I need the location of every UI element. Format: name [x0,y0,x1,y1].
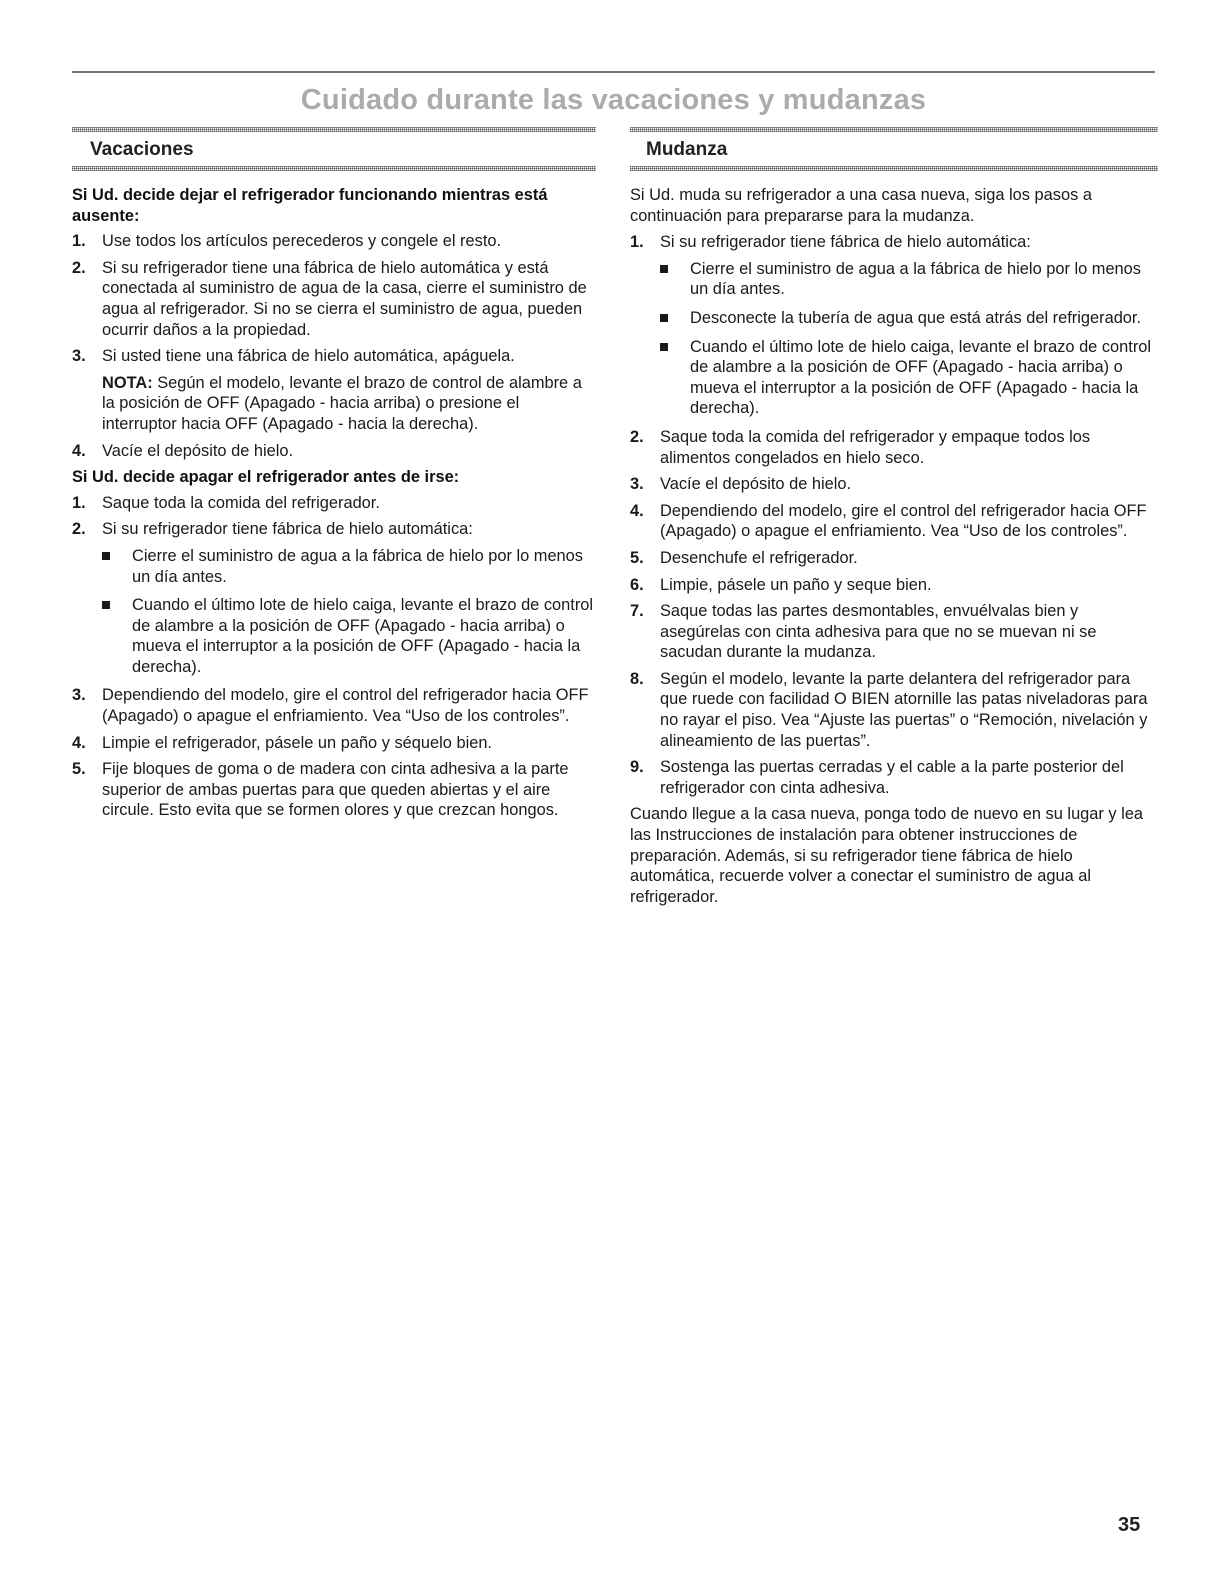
step-text: Use todos los artículos perecederos y congele el resto. [102,232,502,251]
page-number: 35 [1118,1514,1141,1536]
step-text: Si su refrigerador tiene fábrica de hielo automática: [102,520,473,539]
vacaciones-content [72,185,596,821]
step-text: Limpie, pásele un paño y seque bien. [660,575,932,594]
step-number: 3. [72,686,86,705]
bullet-text: Cuando el último lote de hielo caiga, levante el brazo de control de alambre a la posición de OFF (Apagado - hacia arriba) o mueva el interruptor a la posición de OFF (Apagado - hacia la derecha). [690,337,1152,418]
step-number: 2. [72,258,86,277]
bullet-item [102,595,596,677]
vacaciones-heading: Vacaciones [90,139,194,160]
step-text: Dependiendo del modelo, gire el control del refrigerador hacia OFF (Apagado) o apague el enfriamiento. Vea “Uso de los controles”. [102,686,589,726]
step-text: Fije bloques de goma o de madera con cinta adhesiva a la parte superior de ambas puertas para que queden abiertas y el aire circule. Esto evita que se formen olores y que crezcan hongos. [102,760,569,820]
step-number: 8. [630,669,644,688]
step-number: 4. [72,733,86,752]
list-item [72,346,596,434]
step-text: Limpie el refrigerador, pásele un paño y séquelo bien. [102,733,492,752]
step-number: 1. [630,233,644,252]
bullet-text: Cuando el último lote de hielo caiga, levante el brazo de control de alambre a la posición de OFF (Apagado - hacia arriba) o mueva el interruptor a la posición de OFF (Apagado - hacia la derecha). [132,596,594,676]
step-number: 4. [72,441,86,460]
vacaciones-list-off [72,493,596,821]
list-item [72,733,596,754]
step-number: 1. [72,232,86,251]
vacaciones-subhead-off: Si Ud. decide apagar el refrigerador antes de irse: [72,468,460,487]
list-item [630,474,1158,495]
mudanza-heading: Mudanza [646,139,728,160]
list-item [630,501,1158,542]
step-number: 4. [630,501,644,520]
step-number: 5. [630,548,644,567]
step-number: 9. [630,758,644,777]
list-item [630,548,1158,569]
mudanza-intro: Si Ud. muda su refrigerador a una casa nueva, siga los pasos a continuación para prepararse para la mudanza. [630,186,1092,225]
note [102,373,596,435]
mudanza-content [630,185,1158,907]
list-item [630,757,1158,798]
step-text: Si su refrigerador tiene fábrica de hielo automática: [660,233,1031,252]
list-item [630,427,1158,468]
list-item [72,231,596,252]
top-rule [72,71,1155,73]
note-label: NOTA: [102,373,153,392]
note-text: Según el modelo, levante el brazo de control de alambre a la posición de OFF (Apagado - hacia arriba) o presione el interruptor hacia OFF (Apagado - hacia la derecha). [102,373,582,433]
step-number: 2. [72,520,86,539]
step-text: Si su refrigerador tiene una fábrica de hielo automática y está conectada al suministro de agua de la casa, cierre el suministro de agua al refrigerador. Si no se cierra el suministro de agua, pueden ocurrir daños a la propiedad. [102,258,587,339]
bullet-list [102,546,596,678]
list-item [630,575,1158,596]
list-item [72,519,596,677]
step-text: Saque toda la comida del refrigerador y empaque todos los alimentos congelados en hielo seco. [660,427,1091,467]
step-text: Sostenga las puertas cerradas y el cable a la parte posterior del refrigerador con cinta adhesiva. [660,758,1124,797]
list-item [630,601,1158,663]
square-bullet-icon [660,343,668,351]
section-divider [72,166,596,171]
square-bullet-icon [102,601,110,609]
step-number: 7. [630,602,644,621]
vacaciones-subhead-running: Si Ud. decide dejar el refrigerador funcionando mientras está ausente: [72,186,548,225]
step-text: Desenchufe el refrigerador. [660,548,858,567]
mudanza-list [630,232,1158,798]
section-divider [630,166,1158,171]
bullet-text: Desconecte la tubería de agua que está atrás del refrigerador. [690,308,1142,327]
page-title: Cuidado durante las vacaciones y mudanzas [300,84,927,116]
step-text: Saque toda la comida del refrigerador. [102,493,380,512]
list-item [72,258,596,340]
vacaciones-list-running [72,231,596,461]
mudanza-section [630,127,1158,913]
bullet-item [660,259,1158,300]
list-item [72,441,596,462]
list-item [630,232,1158,419]
step-number: 1. [72,493,86,512]
bullet-item [660,337,1158,419]
square-bullet-icon [660,265,668,273]
list-item [630,669,1158,751]
step-text: Dependiendo del modelo, gire el control del refrigerador hacia OFF (Apagado) o apague el enfriamiento. Vea “Uso de los controles”. [660,501,1147,541]
bullet-text: Cierre el suministro de agua a la fábrica de hielo por lo menos un día antes. [690,259,1141,299]
bullet-text: Cierre el suministro de agua a la fábrica de hielo por lo menos un día antes. [132,546,583,586]
step-number: 2. [630,427,644,446]
step-text: Vacíe el depósito de hielo. [660,475,852,494]
bullet-item [102,546,596,587]
step-text: Si usted tiene una fábrica de hielo automática, apáguela. [102,347,515,366]
step-number: 3. [630,475,644,494]
vacaciones-section [72,127,596,827]
step-text: Saque todas las partes desmontables, envuélvalas bien y asegúrelas con cinta adhesiva para que no se muevan ni se sacudan durante la mudanza. [660,602,1097,662]
bullet-item [660,308,1158,329]
step-text: Según el modelo, levante la parte delantera del refrigerador para que ruede con facilidad O BIEN atornille las patas niveladoras para no rayar el piso. Vea “Ajuste las puertas” o “Remoción, nivelación y alineamiento de las puertas”. [660,669,1148,750]
bullet-list [660,259,1158,419]
section-divider [72,127,596,132]
square-bullet-icon [102,552,110,560]
step-number: 3. [72,347,86,366]
mudanza-closing: Cuando llegue a la casa nueva, ponga todo de nuevo en su lugar y lea las Instrucciones de instalación para obtener instrucciones de preparación. Además, si su refrigerador tiene fábrica de hielo automática, recuerde volver a conectar el suministro de agua al refrigerador. [630,805,1144,906]
list-item [72,493,596,514]
section-divider [630,127,1158,132]
list-item [72,759,596,821]
square-bullet-icon [660,314,668,322]
list-item [72,685,596,726]
step-number: 5. [72,760,86,779]
step-number: 6. [630,575,644,594]
step-text: Vacíe el depósito de hielo. [102,441,294,460]
